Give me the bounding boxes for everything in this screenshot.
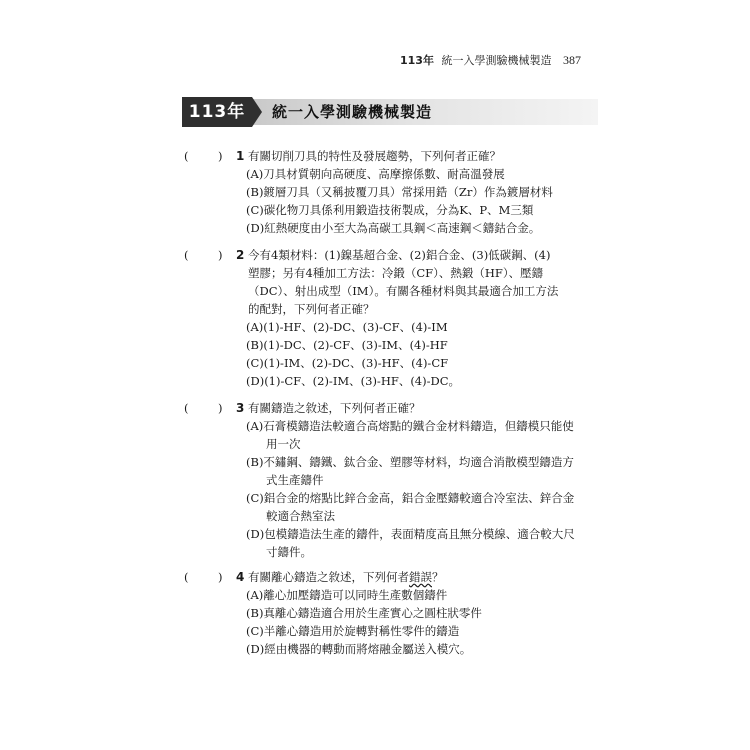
question-number: 4	[236, 570, 245, 584]
option-c-line-2: 較適合熱室法	[266, 509, 335, 523]
option-a-line-1: (A)石膏模鑄造法較適合高熔點的鐵合金材料鑄造，但鑄模只能使	[246, 419, 574, 433]
stem-suffix: ？	[432, 570, 444, 584]
running-head	[400, 52, 600, 68]
option-c: (C)碳化物刀具係利用鍛造技術製成，分為K、P、M三類	[246, 203, 534, 217]
option-a-line-2: 用一次	[266, 437, 301, 451]
option-d-line-1: (D)包模鑄造法生產的鑄件，表面精度高且無分模線、適合較大尺	[246, 527, 575, 541]
paren-close: )	[218, 248, 223, 262]
question-stem-line-3: （DC）、射出成型（IM）。有關各種材料與其最適合加工方法	[248, 284, 559, 298]
paren-open: (	[184, 149, 189, 163]
question-1	[180, 147, 610, 237]
paren-open: (	[184, 401, 189, 415]
page-number: 387	[562, 53, 581, 67]
section-banner	[182, 97, 600, 127]
option-b: (B)鍍層刀具（又稱披覆刀具）常採用鋯（Zr）作為鍍層材料	[246, 185, 553, 199]
option-d-line-2: 寸鑄件。	[266, 545, 312, 559]
option-a	[246, 417, 610, 453]
stem-emphasis: 錯誤	[409, 570, 432, 584]
question-number: 3	[236, 401, 245, 415]
banner-year-tag: 113年	[182, 97, 252, 127]
question-stem: 有關切削刀具的特性及發展趨勢，下列何者正確？	[248, 149, 501, 163]
option-d: (D)(1)-CF、(2)-IM、(3)-HF、(4)-DC。	[246, 374, 461, 388]
running-head-year: 113年	[400, 54, 434, 67]
question-2	[180, 246, 610, 390]
option-c	[246, 489, 610, 525]
question-number: 1	[236, 149, 245, 163]
option-c-line-1: (C)鋁合金的熔點比鋅合金高，鋁合金壓鑄較適合冷室法、鋅合金	[246, 491, 575, 505]
option-c: (C)(1)-IM、(2)-DC、(3)-HF、(4)-CF	[246, 356, 449, 370]
option-b: (B)真離心鑄造適合用於生產實心之圓柱狀零件	[246, 606, 482, 620]
question-stem-line-1: 今有4類材料：(1)鎳基超合金、(2)鋁合金、(3)低碳鋼、(4)	[248, 248, 551, 262]
question-4	[180, 568, 610, 658]
option-c: (C)半離心鑄造用於旋轉對稱性零件的鑄造	[246, 624, 460, 638]
option-a: (A)(1)-HF、(2)-DC、(3)-CF、(4)-IM	[246, 320, 448, 334]
banner-arrow-icon	[252, 97, 262, 127]
question-stem-line-2: 塑膠；另有4種加工方法：冷鍛（CF）、熱鍛（HF）、壓鑄	[248, 266, 544, 280]
option-b-line-1: (B)不鏽鋼、鑄鐵、鈦合金、塑膠等材料，均適合消散模型鑄造方	[246, 455, 574, 469]
option-d: (D)紅熱硬度由小至大為高碳工具鋼＜高速鋼＜鑄鈷合金。	[246, 221, 541, 235]
paren-close: )	[218, 401, 223, 415]
paren-open: (	[184, 248, 189, 262]
paren-open: (	[184, 570, 189, 584]
stem-prefix: 有關離心鑄造之敘述，下列何者	[248, 570, 409, 584]
paren-close: )	[218, 570, 223, 584]
banner-title: 統一入學測驗機械製造	[272, 103, 433, 121]
option-a: (A)刀具材質朝向高硬度、高摩擦係數、耐高溫發展	[246, 167, 505, 181]
question-stem	[248, 568, 610, 586]
question-stem: 有關鑄造之敘述，下列何者正確？	[248, 401, 421, 415]
option-b: (B)(1)-DC、(2)-CF、(3)-IM、(4)-HF	[246, 338, 448, 352]
question-3	[180, 399, 610, 561]
option-b-line-2: 式生產鑄件	[266, 473, 324, 487]
question-stem-line-4: 的配對，下列何者正確？	[248, 302, 375, 316]
option-b	[246, 453, 610, 489]
question-number: 2	[236, 248, 245, 262]
option-d: (D)經由機器的轉動而將熔融金屬送入模穴。	[246, 642, 472, 656]
running-head-title: 統一入學測驗機械製造	[441, 54, 552, 67]
option-a: (A)離心加壓鑄造可以同時生產數個鑄件	[246, 588, 448, 602]
option-d	[246, 525, 610, 561]
paren-close: )	[218, 149, 223, 163]
